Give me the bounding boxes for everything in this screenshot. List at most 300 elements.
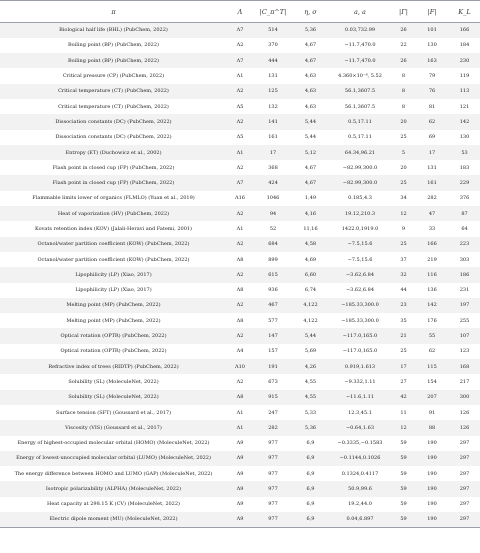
header-lambda: Λ (227, 1, 253, 23)
cell-range: 50.9,99.6 (328, 481, 392, 496)
cell-eta-sigma: 5,69 (293, 344, 328, 359)
cell-eta-sigma: 5,36 (293, 23, 328, 38)
cell-eta-sigma: 4,63 (293, 68, 328, 83)
cell-range: 56.1,3607.5 (328, 84, 392, 99)
table-row (0, 221, 480, 236)
cell-range: 4.360×10⁻⁸, 5.52 (328, 68, 392, 83)
cell-f: 62 (415, 344, 449, 359)
cell-gamma: 44 (392, 283, 415, 298)
cell-gamma: 26 (392, 53, 415, 68)
cell-count: 977 (253, 481, 293, 496)
cell-eta-sigma: 5,44 (293, 328, 328, 343)
cell-property: Dissociation constants (DC) (PubChem, 2022) (0, 114, 227, 129)
cell-count: 17 (253, 145, 293, 160)
cell-kl: 126 (449, 405, 480, 420)
table-row (0, 283, 480, 298)
cell-gamma: 25 (392, 130, 415, 145)
cell-eta-sigma: 1,49 (293, 191, 328, 206)
header-f: |F| (415, 1, 449, 23)
cell-property: Optical rotation (OPTR) (PubChem, 2022) (0, 328, 227, 343)
cell-range: 19.2,44.0 (328, 497, 392, 512)
cell-property: Octanol/water partition coefficient (KOW) (PubChem, 2022) (0, 237, 227, 252)
cell-kl: 197 (449, 298, 480, 313)
cell-lambda: Λ9 (227, 512, 253, 527)
cell-f: 33 (415, 221, 449, 236)
header-kl: K_L (449, 1, 480, 23)
cell-lambda: Λ8 (227, 252, 253, 267)
cell-count: 282 (253, 420, 293, 435)
cell-range: −0.1144,0.1026 (328, 451, 392, 466)
cell-f: 130 (415, 38, 449, 53)
cell-range: 0.5,17.11 (328, 130, 392, 145)
cell-eta-sigma: 6,9 (293, 466, 328, 481)
cell-eta-sigma: 6,9 (293, 512, 328, 527)
cell-f: 81 (415, 99, 449, 114)
table-row (0, 390, 480, 405)
cell-property: Viscosity (VIS) (Goussard et al., 2017) (0, 420, 227, 435)
cell-count: 977 (253, 436, 293, 451)
table-header-row (0, 1, 480, 23)
cell-count: 161 (253, 130, 293, 145)
header-gamma: |Γ| (392, 1, 415, 23)
cell-property: Melting point (MP) (PubChem, 2022) (0, 298, 227, 313)
cell-lambda: Λ1 (227, 145, 253, 160)
cell-eta-sigma: 4,16 (293, 206, 328, 221)
table-row (0, 84, 480, 99)
cell-kl: 166 (449, 23, 480, 38)
cell-gamma: 25 (392, 344, 415, 359)
cell-gamma: 20 (392, 160, 415, 175)
cell-kl: 142 (449, 114, 480, 129)
cell-f: 190 (415, 466, 449, 481)
cell-kl: 53 (449, 145, 480, 160)
cell-eta-sigma: 6,9 (293, 436, 328, 451)
table-row (0, 206, 480, 221)
header-count: |C_π^T| (253, 1, 293, 23)
cell-lambda: Λ1 (227, 68, 253, 83)
cell-eta-sigma: 5,44 (293, 130, 328, 145)
cell-property: Flash point in closed cup (FP) (PubChem, 2022) (0, 175, 227, 190)
cell-count: 577 (253, 313, 293, 328)
cell-lambda: Λ9 (227, 497, 253, 512)
cell-lambda: Λ2 (227, 160, 253, 175)
cell-lambda: Λ1 (227, 420, 253, 435)
cell-kl: 303 (449, 252, 480, 267)
cell-f: 190 (415, 451, 449, 466)
table-row (0, 481, 480, 496)
cell-gamma: 8 (392, 84, 415, 99)
cell-gamma: 21 (392, 328, 415, 343)
header-property: π (0, 1, 227, 23)
cell-f: 101 (415, 23, 449, 38)
table-row (0, 175, 480, 190)
cell-lambda: Λ7 (227, 175, 253, 190)
cell-range: 0.919,1.613 (328, 359, 392, 374)
cell-kl: 184 (449, 38, 480, 53)
cell-eta-sigma: 4,63 (293, 99, 328, 114)
cell-range: −0.64,1.63 (328, 420, 392, 435)
cell-gamma: 34 (392, 191, 415, 206)
table-row (0, 466, 480, 481)
cell-eta-sigma: 6,9 (293, 497, 328, 512)
cell-range: 0.185,4.3 (328, 191, 392, 206)
table-row (0, 68, 480, 83)
cell-lambda: Λ2 (227, 328, 253, 343)
cell-gamma: 17 (392, 359, 415, 374)
cell-count: 94 (253, 206, 293, 221)
cell-property: Octanol/water partition coefficient (KOW) (PubChem, 2022) (0, 252, 227, 267)
table-row (0, 23, 480, 38)
cell-lambda: Λ1 (227, 221, 253, 236)
cell-f: 161 (415, 175, 449, 190)
cell-kl: 297 (449, 466, 480, 481)
cell-gamma: 11 (392, 405, 415, 420)
cell-range: −11.7,470.0 (328, 38, 392, 53)
cell-gamma: 26 (392, 23, 415, 38)
cell-kl: 126 (449, 420, 480, 435)
table-row (0, 99, 480, 114)
cell-property: Energy of lowest-unoccupied molecular orbital (LUMO) (MoleculeNet, 2022) (0, 451, 227, 466)
cell-lambda: Λ5 (227, 130, 253, 145)
cell-eta-sigma: 4,58 (293, 237, 328, 252)
cell-eta-sigma: 4,122 (293, 313, 328, 328)
cell-range: 0.04,6.897 (328, 512, 392, 527)
cell-f: 131 (415, 160, 449, 175)
cell-f: 190 (415, 512, 449, 527)
cell-eta-sigma: 4,55 (293, 390, 328, 405)
cell-kl: 231 (449, 283, 480, 298)
cell-count: 977 (253, 451, 293, 466)
table-row (0, 374, 480, 389)
cell-count: 936 (253, 283, 293, 298)
cell-f: 142 (415, 298, 449, 313)
cell-f: 207 (415, 390, 449, 405)
cell-f: 136 (415, 283, 449, 298)
table-row (0, 252, 480, 267)
cell-count: 147 (253, 328, 293, 343)
cell-kl: 223 (449, 237, 480, 252)
cell-kl: 183 (449, 160, 480, 175)
cell-count: 899 (253, 252, 293, 267)
cell-lambda: Λ9 (227, 481, 253, 496)
table-row (0, 237, 480, 252)
table-row (0, 497, 480, 512)
table-row (0, 38, 480, 53)
table-row (0, 160, 480, 175)
cell-eta-sigma: 4,55 (293, 374, 328, 389)
table-row (0, 420, 480, 435)
cell-lambda: Λ2 (227, 374, 253, 389)
table-row (0, 53, 480, 68)
cell-lambda: Λ16 (227, 191, 253, 206)
cell-range: −185.33,300.0 (328, 313, 392, 328)
cell-count: 684 (253, 237, 293, 252)
table-row (0, 114, 480, 129)
cell-kl: 168 (449, 359, 480, 374)
cell-count: 467 (253, 298, 293, 313)
table-row (0, 145, 480, 160)
cell-lambda: Λ2 (227, 38, 253, 53)
table-row (0, 130, 480, 145)
cell-kl: 297 (449, 497, 480, 512)
cell-range: −11.6,1.11 (328, 390, 392, 405)
cell-lambda: Λ2 (227, 114, 253, 129)
cell-property: Flash point in closed cup (FP) (PubChem, 2022) (0, 160, 227, 175)
cell-count: 368 (253, 160, 293, 175)
cell-gamma: 35 (392, 313, 415, 328)
cell-range: −9.332,1.11 (328, 374, 392, 389)
header-range: a, a (328, 1, 392, 23)
cell-f: 47 (415, 206, 449, 221)
cell-property: Lipophilicity (LP) (Xiao, 2017) (0, 283, 227, 298)
cell-kl: 230 (449, 53, 480, 68)
cell-kl: 297 (449, 436, 480, 451)
cell-lambda: Λ8 (227, 313, 253, 328)
cell-range: 19.12,210.3 (328, 206, 392, 221)
cell-property: Critical pressure (CP) (PubChem, 2022) (0, 68, 227, 83)
cell-kl: 64 (449, 221, 480, 236)
cell-range: −7.5,15.6 (328, 252, 392, 267)
cell-range: 1422.0,1919.0 (328, 221, 392, 236)
cell-gamma: 12 (392, 420, 415, 435)
cell-gamma: 59 (392, 436, 415, 451)
table-row (0, 405, 480, 420)
cell-property: Biological half life (BHL) (PubChem, 2022) (0, 23, 227, 38)
cell-f: 17 (415, 145, 449, 160)
cell-kl: 297 (449, 451, 480, 466)
table-row (0, 267, 480, 282)
cell-f: 219 (415, 252, 449, 267)
cell-range: 0.1324,0.4117 (328, 466, 392, 481)
cell-eta-sigma: 4,63 (293, 84, 328, 99)
cell-range: −11.7,470.0 (328, 53, 392, 68)
cell-eta-sigma: 6,74 (293, 283, 328, 298)
cell-gamma: 59 (392, 497, 415, 512)
cell-f: 154 (415, 374, 449, 389)
cell-f: 166 (415, 237, 449, 252)
cell-count: 673 (253, 374, 293, 389)
cell-eta-sigma: 6,9 (293, 451, 328, 466)
cell-f: 190 (415, 436, 449, 451)
cell-count: 1046 (253, 191, 293, 206)
cell-count: 977 (253, 497, 293, 512)
cell-lambda: Λ9 (227, 451, 253, 466)
cell-f: 88 (415, 420, 449, 435)
cell-property: Heat of vaporization (HV) (PubChem, 2022) (0, 206, 227, 221)
cell-range: −117.0,165.0 (328, 344, 392, 359)
cell-eta-sigma: 4,122 (293, 298, 328, 313)
cell-count: 977 (253, 512, 293, 527)
table-body (0, 23, 480, 528)
cell-eta-sigma: 5,12 (293, 145, 328, 160)
cell-kl: 130 (449, 130, 480, 145)
cell-kl: 297 (449, 512, 480, 527)
cell-eta-sigma: 4,67 (293, 53, 328, 68)
cell-gamma: 22 (392, 38, 415, 53)
cell-f: 76 (415, 84, 449, 99)
table-row (0, 451, 480, 466)
table-row (0, 344, 480, 359)
cell-count: 125 (253, 84, 293, 99)
cell-range: 12.3,45.1 (328, 405, 392, 420)
cell-property: Boiling point (BP) (PubChem, 2022) (0, 53, 227, 68)
table-row (0, 191, 480, 206)
cell-range: 64.34,96.21 (328, 145, 392, 160)
table-row (0, 328, 480, 343)
cell-count: 191 (253, 359, 293, 374)
cell-count: 977 (253, 466, 293, 481)
cell-count: 424 (253, 175, 293, 190)
cell-f: 190 (415, 497, 449, 512)
cell-gamma: 23 (392, 298, 415, 313)
cell-kl: 186 (449, 267, 480, 282)
cell-property: Boiling point (BP) (PubChem, 2022) (0, 38, 227, 53)
cell-f: 190 (415, 481, 449, 496)
cell-lambda: Λ1 (227, 405, 253, 420)
cell-range: −0.3335,−0.1583 (328, 436, 392, 451)
cell-eta-sigma: 6,9 (293, 481, 328, 496)
cell-lambda: Λ10 (227, 359, 253, 374)
cell-property: Surface tension (SFT) (Goussard et al., 2017) (0, 405, 227, 420)
cell-gamma: 25 (392, 237, 415, 252)
cell-eta-sigma: 4,67 (293, 175, 328, 190)
cell-count: 131 (253, 68, 293, 83)
cell-property: Solubility (SL) (MoleculeNet, 2022) (0, 374, 227, 389)
cell-f: 163 (415, 53, 449, 68)
cell-f: 176 (415, 313, 449, 328)
cell-kl: 297 (449, 481, 480, 496)
cell-property: Refractive index of trees (RIDTP) (PubChem, 2022) (0, 359, 227, 374)
cell-kl: 107 (449, 328, 480, 343)
cell-f: 115 (415, 359, 449, 374)
cell-kl: 119 (449, 68, 480, 83)
cell-gamma: 9 (392, 221, 415, 236)
cell-gamma: 12 (392, 206, 415, 221)
cell-kl: 121 (449, 99, 480, 114)
cell-range: −82.99,300.0 (328, 160, 392, 175)
cell-count: 247 (253, 405, 293, 420)
cell-f: 62 (415, 114, 449, 129)
cell-gamma: 59 (392, 481, 415, 496)
cell-range: 0.03,732.99 (328, 23, 392, 38)
cell-count: 444 (253, 53, 293, 68)
cell-kl: 113 (449, 84, 480, 99)
cell-lambda: Λ7 (227, 23, 253, 38)
table-row (0, 313, 480, 328)
cell-kl: 229 (449, 175, 480, 190)
cell-gamma: 37 (392, 252, 415, 267)
cell-property: Melting point (MP) (PubChem, 2022) (0, 313, 227, 328)
cell-kl: 300 (449, 390, 480, 405)
cell-count: 514 (253, 23, 293, 38)
cell-gamma: 5 (392, 145, 415, 160)
cell-lambda: Λ2 (227, 237, 253, 252)
cell-eta-sigma: 5,33 (293, 405, 328, 420)
cell-lambda: Λ2 (227, 267, 253, 282)
cell-lambda: Λ7 (227, 53, 253, 68)
cell-f: 69 (415, 130, 449, 145)
cell-eta-sigma: 5,44 (293, 114, 328, 129)
cell-property: Critical temperature (CT) (PubChem, 2022) (0, 84, 227, 99)
cell-kl: 123 (449, 344, 480, 359)
cell-eta-sigma: 5,36 (293, 420, 328, 435)
cell-count: 132 (253, 99, 293, 114)
cell-gamma: 59 (392, 466, 415, 481)
table-row (0, 436, 480, 451)
cell-lambda: Λ2 (227, 84, 253, 99)
cell-gamma: 42 (392, 390, 415, 405)
cell-range: −117.0,165.0 (328, 328, 392, 343)
cell-lambda: Λ2 (227, 298, 253, 313)
cell-eta-sigma: 6,60 (293, 267, 328, 282)
table-row (0, 512, 480, 527)
cell-count: 615 (253, 267, 293, 282)
cell-property: Energy of highest-occupied molecular orbital (HOMO) (MoleculeNet, 2022) (0, 436, 227, 451)
table-row (0, 298, 480, 313)
cell-lambda: Λ8 (227, 283, 253, 298)
cell-f: 91 (415, 405, 449, 420)
cell-count: 915 (253, 390, 293, 405)
header-eta-sigma: η, σ (293, 1, 328, 23)
cell-gamma: 8 (392, 99, 415, 114)
cell-property: Kovats retention index (KOV) (Jalali-Heravi and Fatemi, 2001) (0, 221, 227, 236)
cell-eta-sigma: 4,67 (293, 38, 328, 53)
cell-f: 282 (415, 191, 449, 206)
cell-gamma: 59 (392, 512, 415, 527)
cell-property: Electric dipole moment (MU) (MoleculeNet, 2022) (0, 512, 227, 527)
cell-gamma: 32 (392, 267, 415, 282)
cell-lambda: Λ9 (227, 466, 253, 481)
cell-lambda: Λ5 (227, 99, 253, 114)
cell-gamma: 25 (392, 175, 415, 190)
cell-property: Heat capacity at 298.15 K (CV) (MoleculeNet, 2022) (0, 497, 227, 512)
cell-count: 370 (253, 38, 293, 53)
cell-gamma: 27 (392, 374, 415, 389)
cell-range: −3.62,6.84 (328, 283, 392, 298)
cell-eta-sigma: 4,69 (293, 252, 328, 267)
cell-lambda: Λ9 (227, 436, 253, 451)
cell-property: Optical rotation (OPTR) (PubChem, 2022) (0, 344, 227, 359)
cell-count: 141 (253, 114, 293, 129)
cell-f: 79 (415, 68, 449, 83)
cell-range: −82.99,300.0 (328, 175, 392, 190)
cell-property: Lipophilicity (LP) (Xiao, 2017) (0, 267, 227, 282)
cell-kl: 217 (449, 374, 480, 389)
cell-lambda: Λ8 (227, 390, 253, 405)
cell-range: 0.5,17.11 (328, 114, 392, 129)
cell-count: 52 (253, 221, 293, 236)
cell-f: 55 (415, 328, 449, 343)
cell-lambda: Λ2 (227, 206, 253, 221)
cell-count: 157 (253, 344, 293, 359)
cell-gamma: 20 (392, 114, 415, 129)
cell-property: Critical temperature (CT) (PubChem, 2022) (0, 99, 227, 114)
cell-property: Isotropic polarizability (ALPHA) (MoleculeNet, 2022) (0, 481, 227, 496)
cell-range: −7.5,15.6 (328, 237, 392, 252)
cell-gamma: 59 (392, 451, 415, 466)
cell-range: 56.1,3607.5 (328, 99, 392, 114)
cell-range: −185.33,300.0 (328, 298, 392, 313)
cell-eta-sigma: 4,26 (293, 359, 328, 374)
cell-lambda: Λ4 (227, 344, 253, 359)
cell-property: Entropy (ET) (Duchowicz et al., 2002) (0, 145, 227, 160)
cell-kl: 87 (449, 206, 480, 221)
cell-property: The energy difference between HOMO and LUMO (GAP) (MoleculeNet, 2022) (0, 466, 227, 481)
cell-gamma: 8 (392, 68, 415, 83)
table-row (0, 359, 480, 374)
cell-eta-sigma: 4,67 (293, 160, 328, 175)
cell-property: Flammable limits lower of organics (FLMLO) (Yuan et al., 2019) (0, 191, 227, 206)
